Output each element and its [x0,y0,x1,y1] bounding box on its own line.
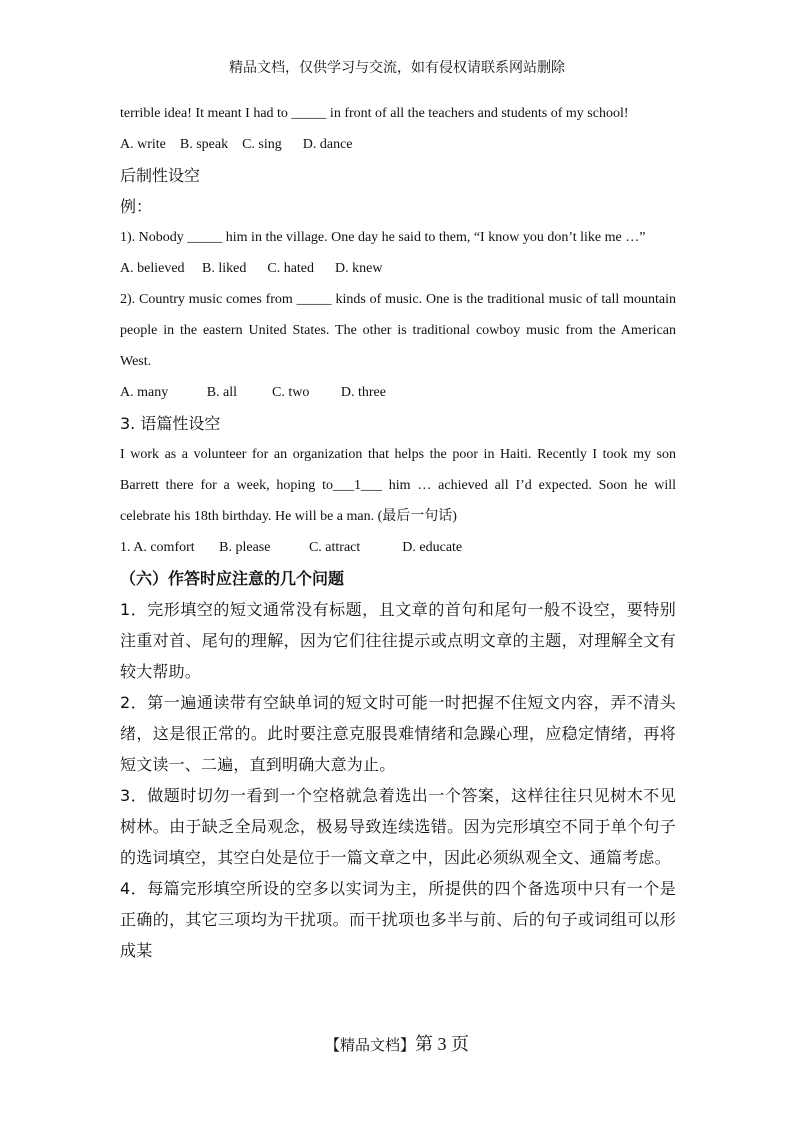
answer-options: A. write B. speak C. sing D. dance [120,137,353,152]
section-heading: （六）作答时应注意的几个问题 [120,569,345,588]
body-paragraph: 2．第一遍通读带有空缺单词的短文时可能一时把握不住短文内容，弄不清头绪，这是很正常的。此时要注意克服畏难情绪和急躁心理，应稳定情绪，再将短文读一、二遍，直到明确大意为止。 [120,693,676,774]
body-paragraph: 1．完形填空的短文通常没有标题，且文章的首句和尾句一般不设空，要特别注重对首、尾句的理解，因为它们往往提示或点明文章的主题，对理解全文有较大帮助。 [120,600,676,681]
question-text: 2). Country music comes from _____ kinds of music. One is the traditional music of tall mountain people in the eastern United States. The other is traditional cowboy music from the American West. [120,292,676,369]
section-heading: 3. 语篇性设空 [120,414,221,433]
page-number: 第 3 页 [415,1034,469,1054]
answer-options: A. believed B. liked C. hated D. knew [120,261,383,276]
question-text: terrible idea! It meant I had to _____ in front of all the teachers and students of my school! [120,106,629,121]
page-footer [0,1030,794,1056]
answer-options: 1. A. comfort B. please C. attract D. educate [120,540,463,555]
footer-tag: 【精品文档】 [324,1036,415,1054]
page-header: 精品文档，仅供学习与交流，如有侵权请联系网站删除 [229,60,565,76]
question-text: I work as a volunteer for an organization that helps the poor in Haiti. Recently I took my son Barrett there for a week, hoping to___1___ him … achieved all I’d expected. Soon he will celebrate his 18th birthday. He will be a man. (最后一句话) [120,447,676,524]
page-content [120,98,676,966]
section-heading: 后制性设空 [120,166,201,185]
answer-options: A. many B. all C. two D. three [120,385,386,400]
example-label: 例： [120,197,153,216]
body-paragraph: 4．每篇完形填空所设的空多以实词为主，所提供的四个备选项中只有一个是正确的，其它三项均为干扰项。而干扰项也多半与前、后的句子或词组可以形成某 [120,879,676,960]
body-paragraph: 3．做题时切勿一看到一个空格就急着选出一个答案，这样往往只见树木不见树林。由于缺乏全局观念，极易导致连续选错。因为完形填空不同于单个句子的选词填空，其空白处是位于一篇文章之中，因此必须纵观全文、通篇考虑。 [120,786,676,867]
question-text: 1). Nobody _____ him in the village. One day he said to them, “I know you don’t like me …” [120,230,646,245]
